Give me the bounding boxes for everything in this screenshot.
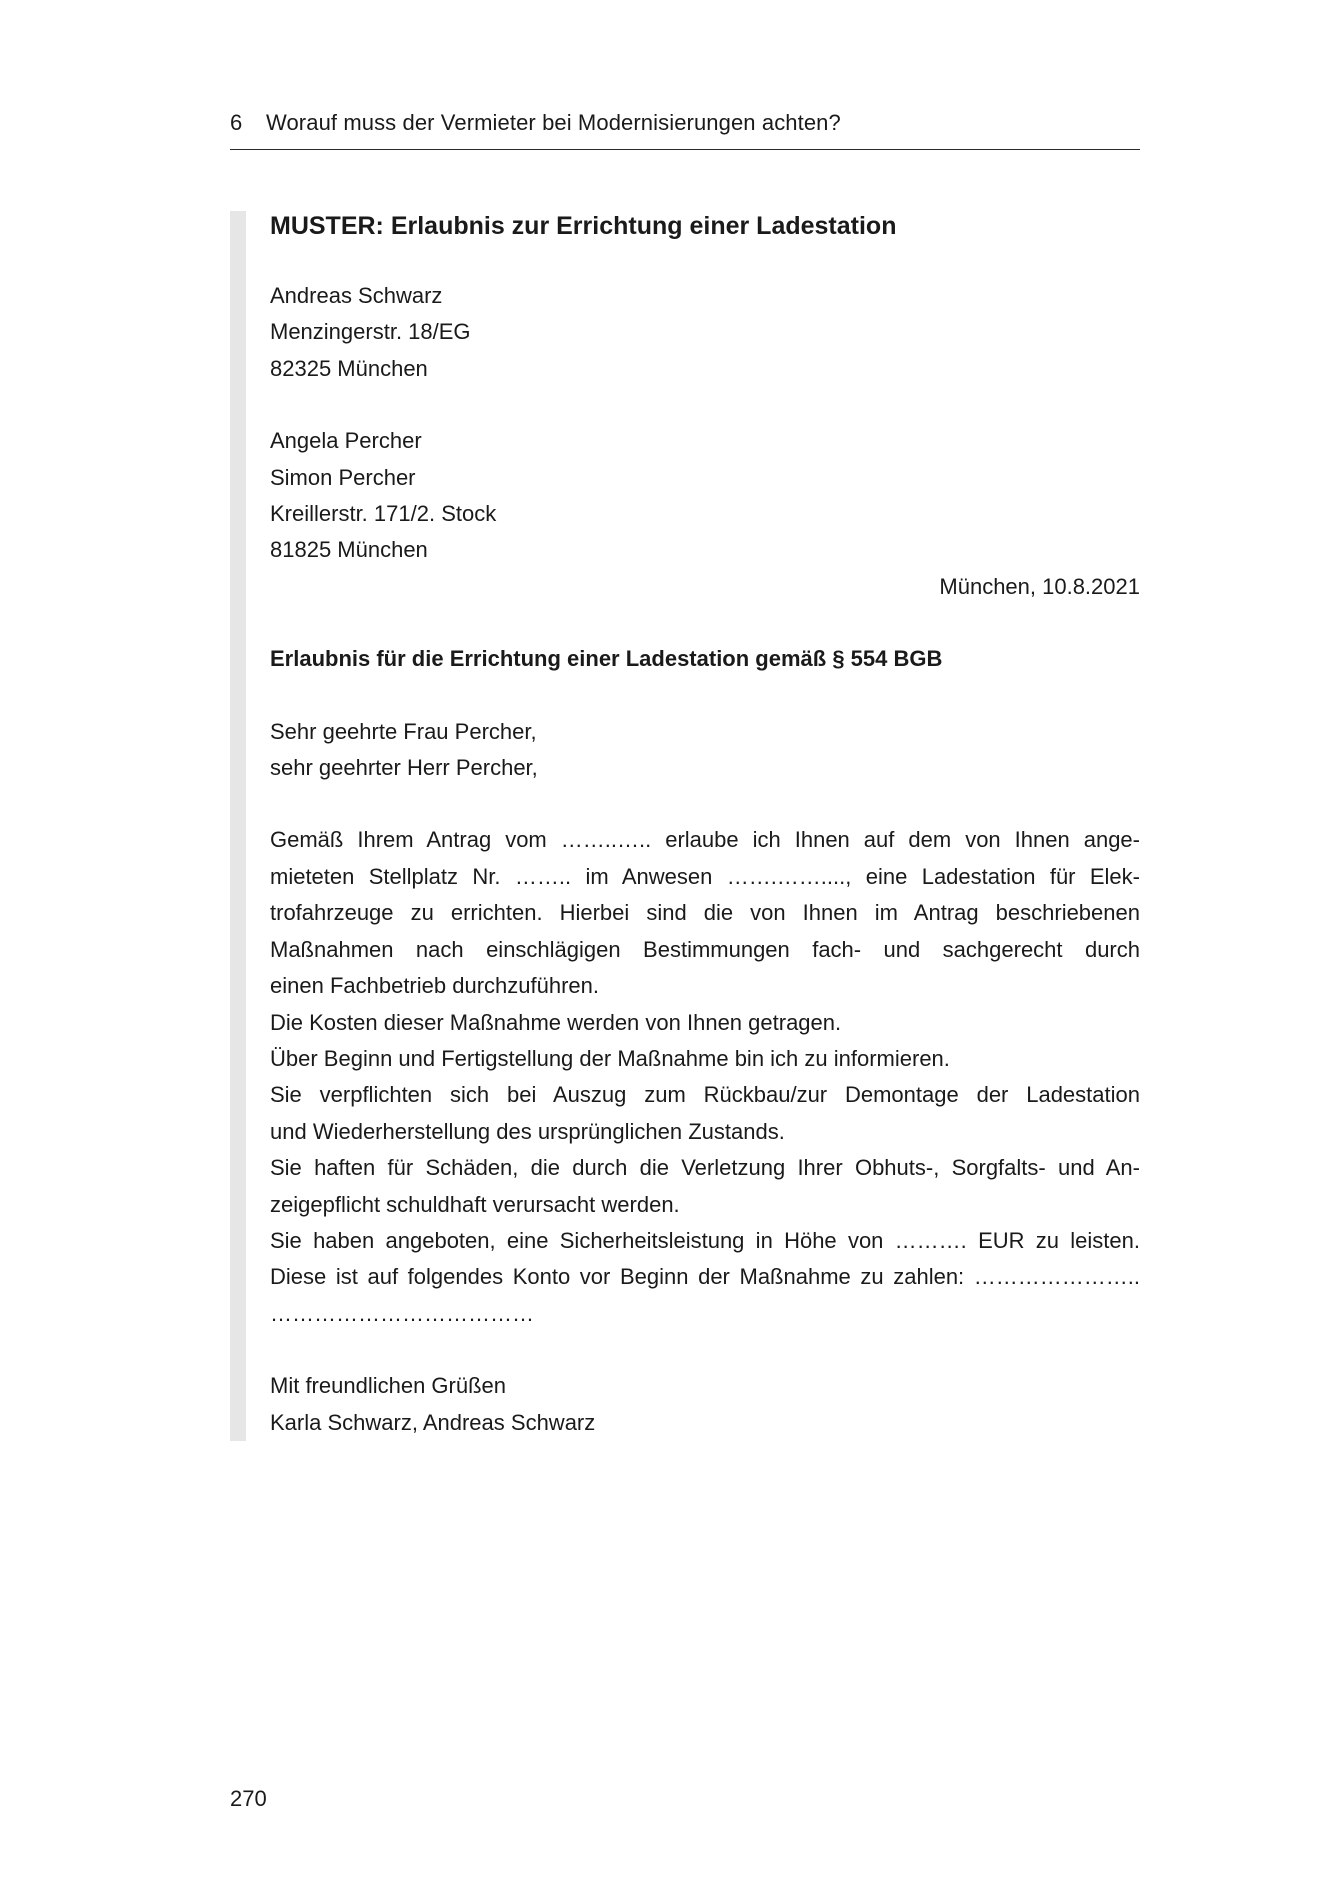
chapter-title: Worauf muss der Vermieter bei Modernisierungen achten? [266, 110, 841, 135]
recipient-line: Angela Percher [270, 428, 422, 454]
salutation-line: Sehr geehrte Frau Percher, [270, 718, 537, 744]
header-divider [230, 149, 1140, 150]
body-line: Über Beginn und Fertigstellung der Maßnahme bin ich zu informieren. [270, 1045, 950, 1071]
recipient-address [270, 423, 1140, 569]
letter-body [270, 822, 1140, 1332]
page-number: 270 [230, 1786, 267, 1811]
letter-salutation [270, 714, 1140, 787]
body-line: ……………………………… [270, 1300, 534, 1326]
sender-address [270, 278, 1140, 387]
sample-title: MUSTER: Erlaubnis zur Errichtung einer Ladestation [270, 212, 897, 240]
chapter-number: 6 [230, 110, 243, 135]
letter-closing [270, 1368, 1140, 1441]
sender-line: 82325 München [270, 355, 428, 381]
letter-subject: Erlaubnis für die Errichtung einer Ladestation gemäß § 554 BGB [270, 646, 943, 672]
body-line: Gemäß Ihrem Antrag vom ……..….. erlaube ich Ihnen auf dem von Ihnen ange- [270, 827, 1140, 853]
recipient-line: Simon Percher [270, 464, 416, 490]
recipient-line: Kreillerstr. 171/2. Stock [270, 501, 497, 527]
body-line: zeigepflicht schuldhaft verursacht werden. [270, 1191, 680, 1217]
sample-letter-box [230, 211, 1140, 1441]
recipient-line: 81825 München [270, 537, 428, 563]
body-line: und Wiederherstellung des ursprünglichen Zustands. [270, 1118, 785, 1144]
body-line: Sie haften für Schäden, die durch die Verletzung Ihrer Obhuts-, Sorgfalts- und An- [270, 1155, 1140, 1181]
sender-line: Menzingerstr. 18/EG [270, 319, 471, 345]
letter-date: München, 10.8.2021 [939, 573, 1140, 599]
body-line: Sie haben angeboten, eine Sicherheitsleistung in Höhe von ………. EUR zu leisten. [270, 1227, 1140, 1253]
sample-side-bar [230, 211, 246, 1441]
body-line: Die Kosten dieser Maßnahme werden von Ihnen getragen. [270, 1009, 842, 1035]
closing-line: Mit freundlichen Grüßen [270, 1373, 506, 1399]
body-line: einen Fachbetrieb durchzuführen. [270, 973, 599, 999]
body-line: Maßnahmen nach einschlägigen Bestimmungen fach- und sachgerecht durch [270, 936, 1140, 962]
running-header [230, 108, 1140, 138]
sender-line: Andreas Schwarz [270, 283, 443, 308]
body-line: Sie verpflichten sich bei Auszug zum Rückbau/zur Demontage der Ladestation [270, 1082, 1140, 1108]
sample-letter-content [270, 211, 1140, 1441]
body-line: mieteten Stellplatz Nr. …….. im Anwesen …….……...., eine Ladestation für Elek- [270, 863, 1140, 889]
body-line: trofahrzeuge zu errichten. Hierbei sind die von Ihnen im Antrag beschriebenen [270, 900, 1140, 926]
salutation-line: sehr geehrter Herr Percher, [270, 755, 538, 781]
signature-line: Karla Schwarz, Andreas Schwarz [270, 1409, 596, 1435]
body-line: Diese ist auf folgendes Konto vor Beginn der Maßnahme zu zahlen: ………………….. [270, 1264, 1140, 1290]
